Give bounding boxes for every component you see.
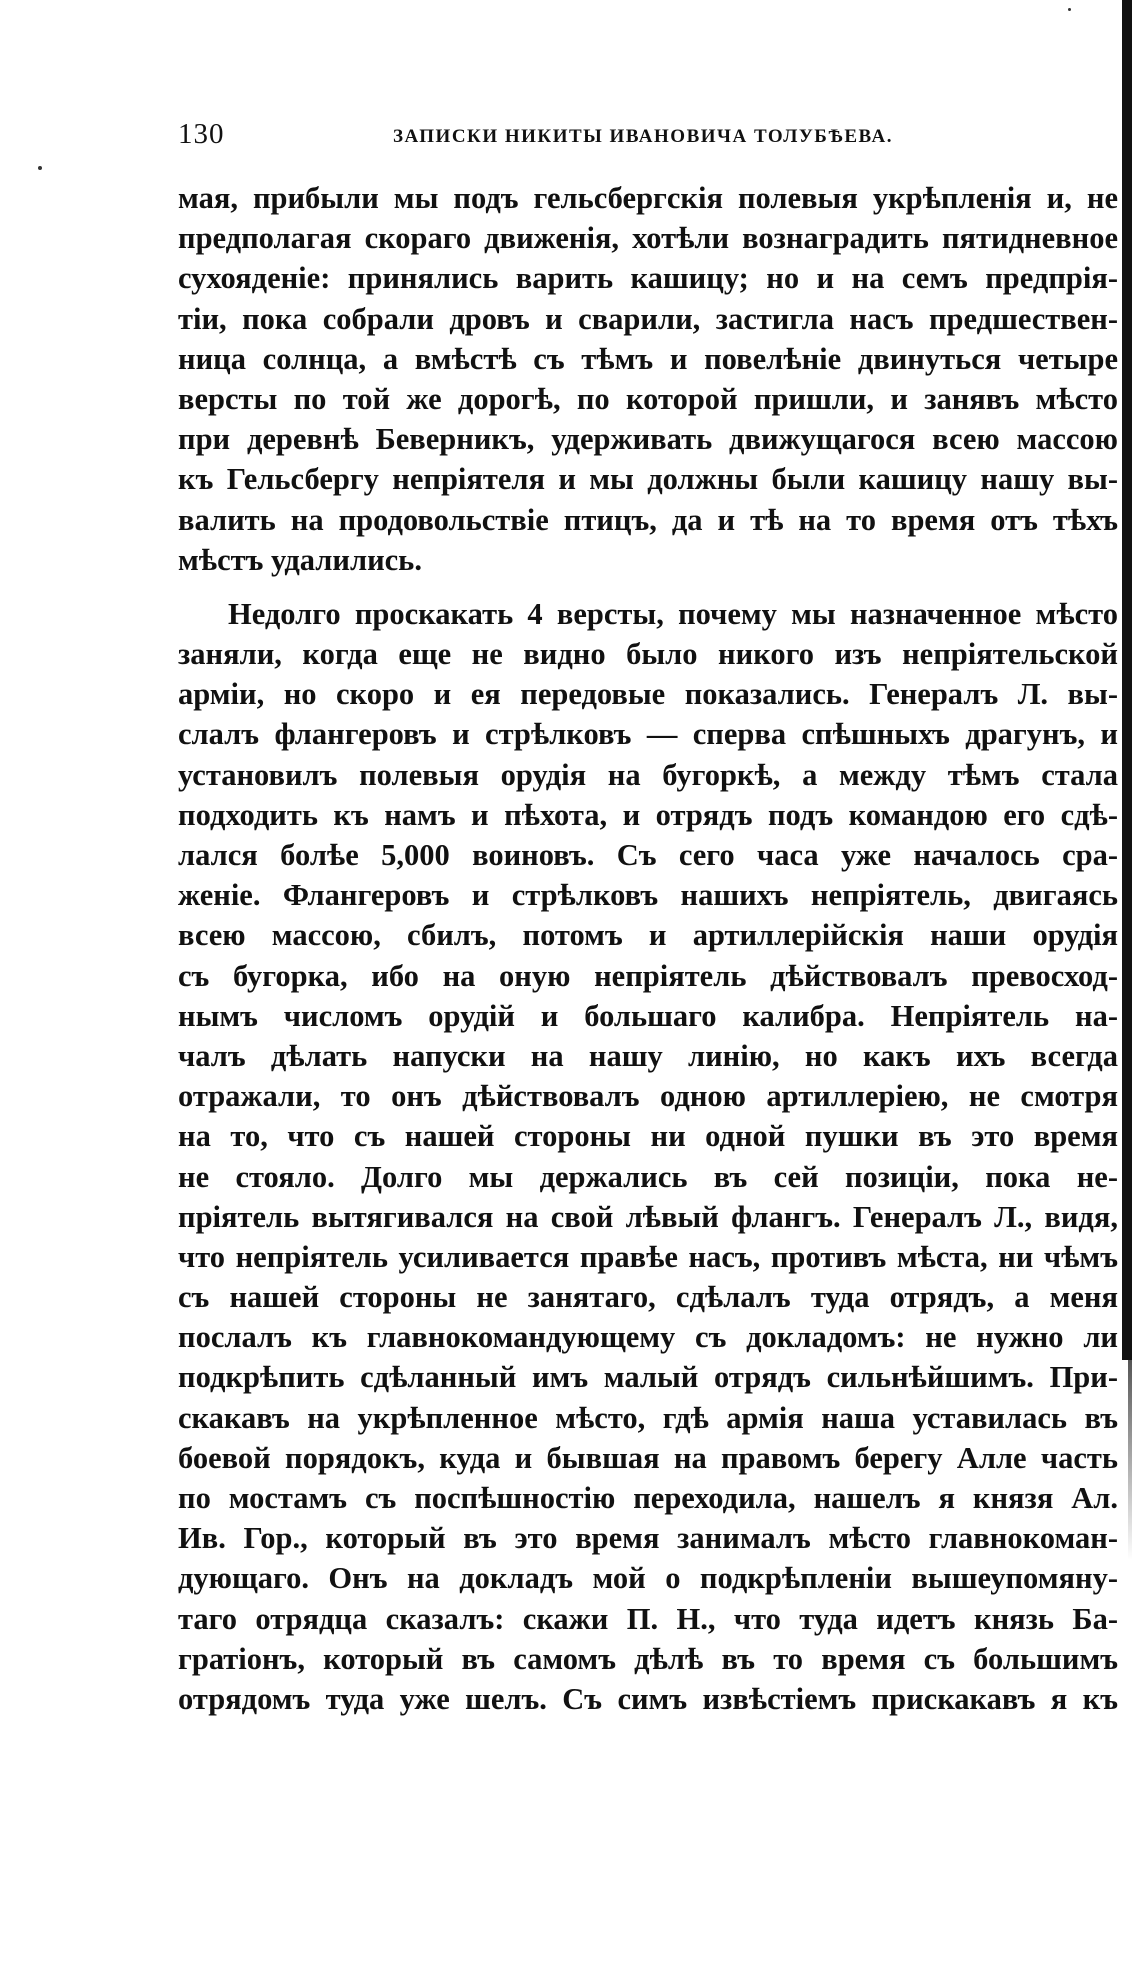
text-line: боевой порядокъ, куда и бывшая на правомъ берегу Алле часть	[178, 1440, 1118, 1475]
text-line: къ Гельсбергу непріятеля и мы должны были кашицу нашу вы-	[178, 462, 1118, 497]
text-line: всею массою, сбилъ, потомъ и артиллерійскія наши орудія	[178, 918, 1118, 953]
text-line: мая, прибыли мы подъ гельсбергскія полевыя укрѣпленія и, не	[178, 181, 1118, 215]
text-line: женіе. Флангеровъ и стрѣлковъ нашихъ непріятель, двигаясь	[178, 878, 1118, 913]
text-line: ница солнца, а вмѣстѣ съ тѣмъ и повелѣніе двинуться четыре	[178, 341, 1118, 376]
text-line: установилъ полевыя орудія на бугоркѣ, а между тѣмъ стала	[178, 757, 1118, 792]
text-line: что непріятель усиливается правѣе насъ, противъ мѣста, ни чѣмъ	[178, 1239, 1118, 1274]
text-line: заняли, когда еще не видно было никого изъ непріятельской	[178, 637, 1118, 672]
text-line: валить на продовольствіе птицъ, да и тѣ на то время отъ тѣхъ	[178, 502, 1118, 537]
text-line: сухояденіе: принялись варить кашицу; но и на семъ предпрія-	[178, 261, 1118, 296]
text-line: подходить къ намъ и пѣхота, и отрядъ подъ командою его сдѣ-	[178, 797, 1118, 832]
paper-speck	[1068, 8, 1071, 11]
text-line: не стояло. Долго мы держались въ сей позиціи, пока не-	[178, 1159, 1118, 1194]
text-line: послалъ къ главнокомандующему съ докладомъ: не нужно ли	[178, 1320, 1118, 1355]
paragraph	[178, 178, 1118, 580]
text-line: таго отрядца сказалъ: скажи П. Н., что туда идетъ князь Ба-	[178, 1601, 1118, 1636]
text-line: мѣстъ удалились.	[178, 542, 422, 577]
text-line: нымъ числомъ орудій и большаго калибра. Непріятель на-	[178, 998, 1118, 1033]
text-line: Недолго проскакать 4 версты, почему мы назначенное мѣсто	[228, 596, 1118, 631]
page-binding-edge-fade	[1128, 1360, 1132, 1560]
page-number: 130	[178, 118, 225, 150]
page-binding-edge	[1122, 0, 1132, 1360]
text-line: арміи, но скоро и ея передовые показались. Генералъ Л. вы-	[178, 677, 1118, 712]
text-line: отрядомъ туда уже шелъ. Съ симъ извѣстіемъ прискакавъ я къ	[178, 1681, 1118, 1716]
text-line: предполагая скораго движенія, хотѣли вознаградить пятидневное	[178, 221, 1118, 256]
paragraph	[178, 594, 1118, 1719]
text-line: дующаго. Онъ на докладъ мой о подкрѣпленіи вышеупомяну-	[178, 1561, 1118, 1596]
text-line: съ бугорка, ибо на оную непріятель дѣйствовалъ превосход-	[178, 958, 1118, 993]
text-line: тіи, пока собрали дровъ и сварили, застигла насъ предшествен-	[178, 301, 1118, 336]
paragraph-gap	[178, 580, 1118, 594]
text-line: лался болѣе 5,000 воиновъ. Съ сего часа уже началось сра-	[178, 838, 1118, 872]
text-line: отражали, то онъ дѣйствовалъ одною артиллеріею, не смотря	[178, 1079, 1118, 1114]
text-line: гратіонъ, который въ самомъ дѣлѣ въ то время съ большимъ	[178, 1641, 1118, 1676]
text-line: подкрѣпить сдѣланный имъ малый отрядъ сильнѣйшимъ. При-	[178, 1360, 1118, 1395]
text-line: скакавъ на укрѣпленное мѣсто, гдѣ армія наша уставилась въ	[178, 1400, 1118, 1435]
text-line: на то, что съ нашей стороны ни одной пушки въ это время	[178, 1119, 1118, 1154]
text-line: Ив. Гор., который въ это время занималъ мѣсто главнокоман-	[178, 1521, 1118, 1556]
running-title: ЗАПИСКИ НИКИТЫ ИВАНОВИЧА ТОЛУБѢЕВА.	[393, 126, 894, 147]
paper-speck	[38, 166, 42, 170]
body-text	[178, 178, 1118, 1719]
page-header	[178, 118, 1118, 158]
text-line: при деревнѣ Беверникъ, удерживать движущагося всею массою	[178, 422, 1118, 457]
text-line: версты по той же дорогѣ, по которой пришли, и занявъ мѣсто	[178, 381, 1118, 416]
text-line: съ нашей стороны не занятаго, сдѣлалъ туда отрядъ, а меня	[178, 1280, 1118, 1315]
text-line: по мостамъ съ поспѣшностію переходила, нашелъ я князя Ал.	[178, 1481, 1118, 1515]
text-line: чалъ дѣлать напуски на нашу линію, но какъ ихъ всегда	[178, 1038, 1118, 1073]
text-line: слалъ флангеровъ и стрѣлковъ — сперва спѣшныхъ драгунъ, и	[178, 717, 1118, 752]
text-line: пріятель вытягивался на свой лѣвый флангъ. Генералъ Л., видя,	[178, 1199, 1118, 1234]
